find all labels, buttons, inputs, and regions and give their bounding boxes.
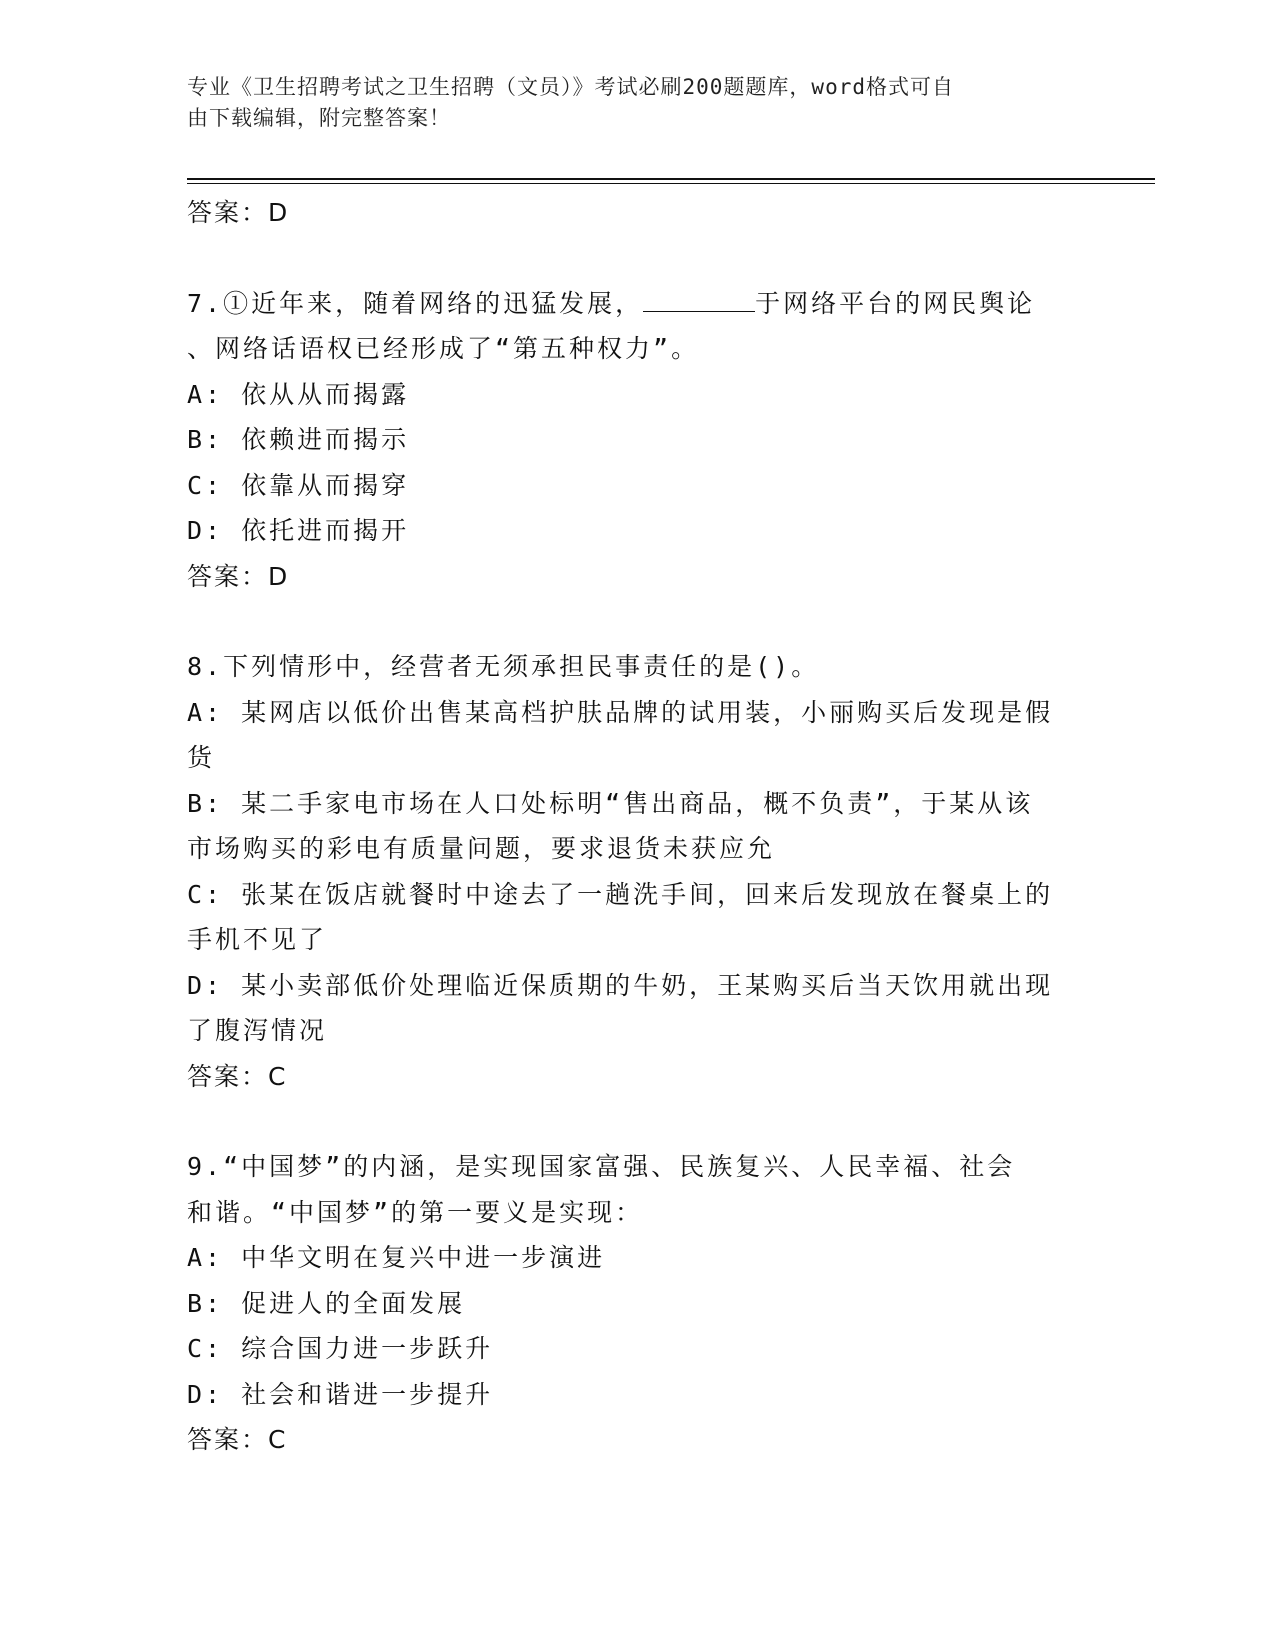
question-9-option-d: D: 社会和谐进一步提升 bbox=[187, 1379, 494, 1409]
question-8 bbox=[187, 644, 1087, 1099]
question-7-option-b: B: 依赖进而揭示 bbox=[187, 425, 410, 454]
spacer bbox=[187, 599, 1087, 644]
question-7-option-a: A: 依从从而揭露 bbox=[187, 379, 410, 409]
header-title-line-1: 专业《卫生招聘考试之卫生招聘（文员）》考试必刷200题题库，word格式可自 bbox=[187, 75, 954, 99]
question-7-stem-part-2: 于网络平台的网民舆论 bbox=[755, 288, 1036, 318]
question-7 bbox=[187, 281, 1087, 600]
header-divider-thin bbox=[187, 183, 1155, 184]
question-9-option-c: C: 综合国力进一步跃升 bbox=[187, 1334, 494, 1363]
question-8-option-d-line-2: 了腹泻情况 bbox=[187, 1016, 328, 1045]
question-9-answer: 答案：C bbox=[187, 1425, 288, 1454]
question-9-option-a: A: 中华文明在复兴中进一步演进 bbox=[187, 1243, 606, 1272]
header-divider-thick bbox=[187, 178, 1155, 180]
question-8-option-b-line-2: 市场购买的彩电有质量问题，要求退货未获应允 bbox=[187, 834, 776, 863]
question-8-stem: 8.下列情形中，经营者无须承担民事责任的是()。 bbox=[187, 652, 820, 681]
spacer bbox=[187, 236, 1087, 281]
question-7-answer: 答案：D bbox=[187, 561, 290, 591]
question-9-option-b: B: 促进人的全面发展 bbox=[187, 1288, 466, 1318]
question-7-stem-line-2: 、网络话语权已经形成了“第五种权力”。 bbox=[187, 334, 700, 363]
question-8-option-c-line-1: C: 张某在饭店就餐时中途去了一趟洗手间，回来后发现放在餐桌上的 bbox=[187, 879, 1054, 909]
spacer bbox=[187, 1099, 1087, 1144]
question-8-answer: 答案：C bbox=[187, 1061, 288, 1091]
question-9-stem-line-2: 和谐。“中国梦”的第一要义是实现： bbox=[187, 1197, 644, 1227]
question-8-option-c-line-2: 手机不见了 bbox=[187, 925, 328, 954]
document-header bbox=[187, 72, 1067, 134]
question-7-stem-line-1 bbox=[187, 281, 1087, 327]
question-9-stem-line-1: 9.“中国梦”的内涵，是实现国家富强、民族复兴、人民幸福、社会 bbox=[187, 1152, 1016, 1181]
fill-in-blank bbox=[643, 289, 755, 312]
question-7-option-c: C: 依靠从而揭穿 bbox=[187, 470, 410, 500]
question-content bbox=[187, 190, 1087, 1463]
question-9 bbox=[187, 1144, 1087, 1463]
question-8-option-d-line-1: D: 某小卖部低价处理临近保质期的牛奶，王某购买后当天饮用就出现 bbox=[187, 970, 1054, 1000]
header-title-line-2: 由下载编辑，附完整答案！ bbox=[187, 106, 451, 130]
previous-question-answer: 答案：D bbox=[187, 198, 290, 227]
question-8-option-a-line-2: 货 bbox=[187, 743, 216, 772]
question-7-stem-part-1: 7.①近年来，随着网络的迅猛发展， bbox=[187, 288, 644, 318]
question-7-option-d: D: 依托进而揭开 bbox=[187, 516, 410, 545]
question-8-option-b-line-1: B: 某二手家电市场在人口处标明“售出商品，概不负责”，于某从该 bbox=[187, 788, 1034, 818]
question-8-option-a-line-1: A: 某网店以低价出售某高档护肤品牌的试用装，小丽购买后发现是假 bbox=[187, 697, 1054, 727]
